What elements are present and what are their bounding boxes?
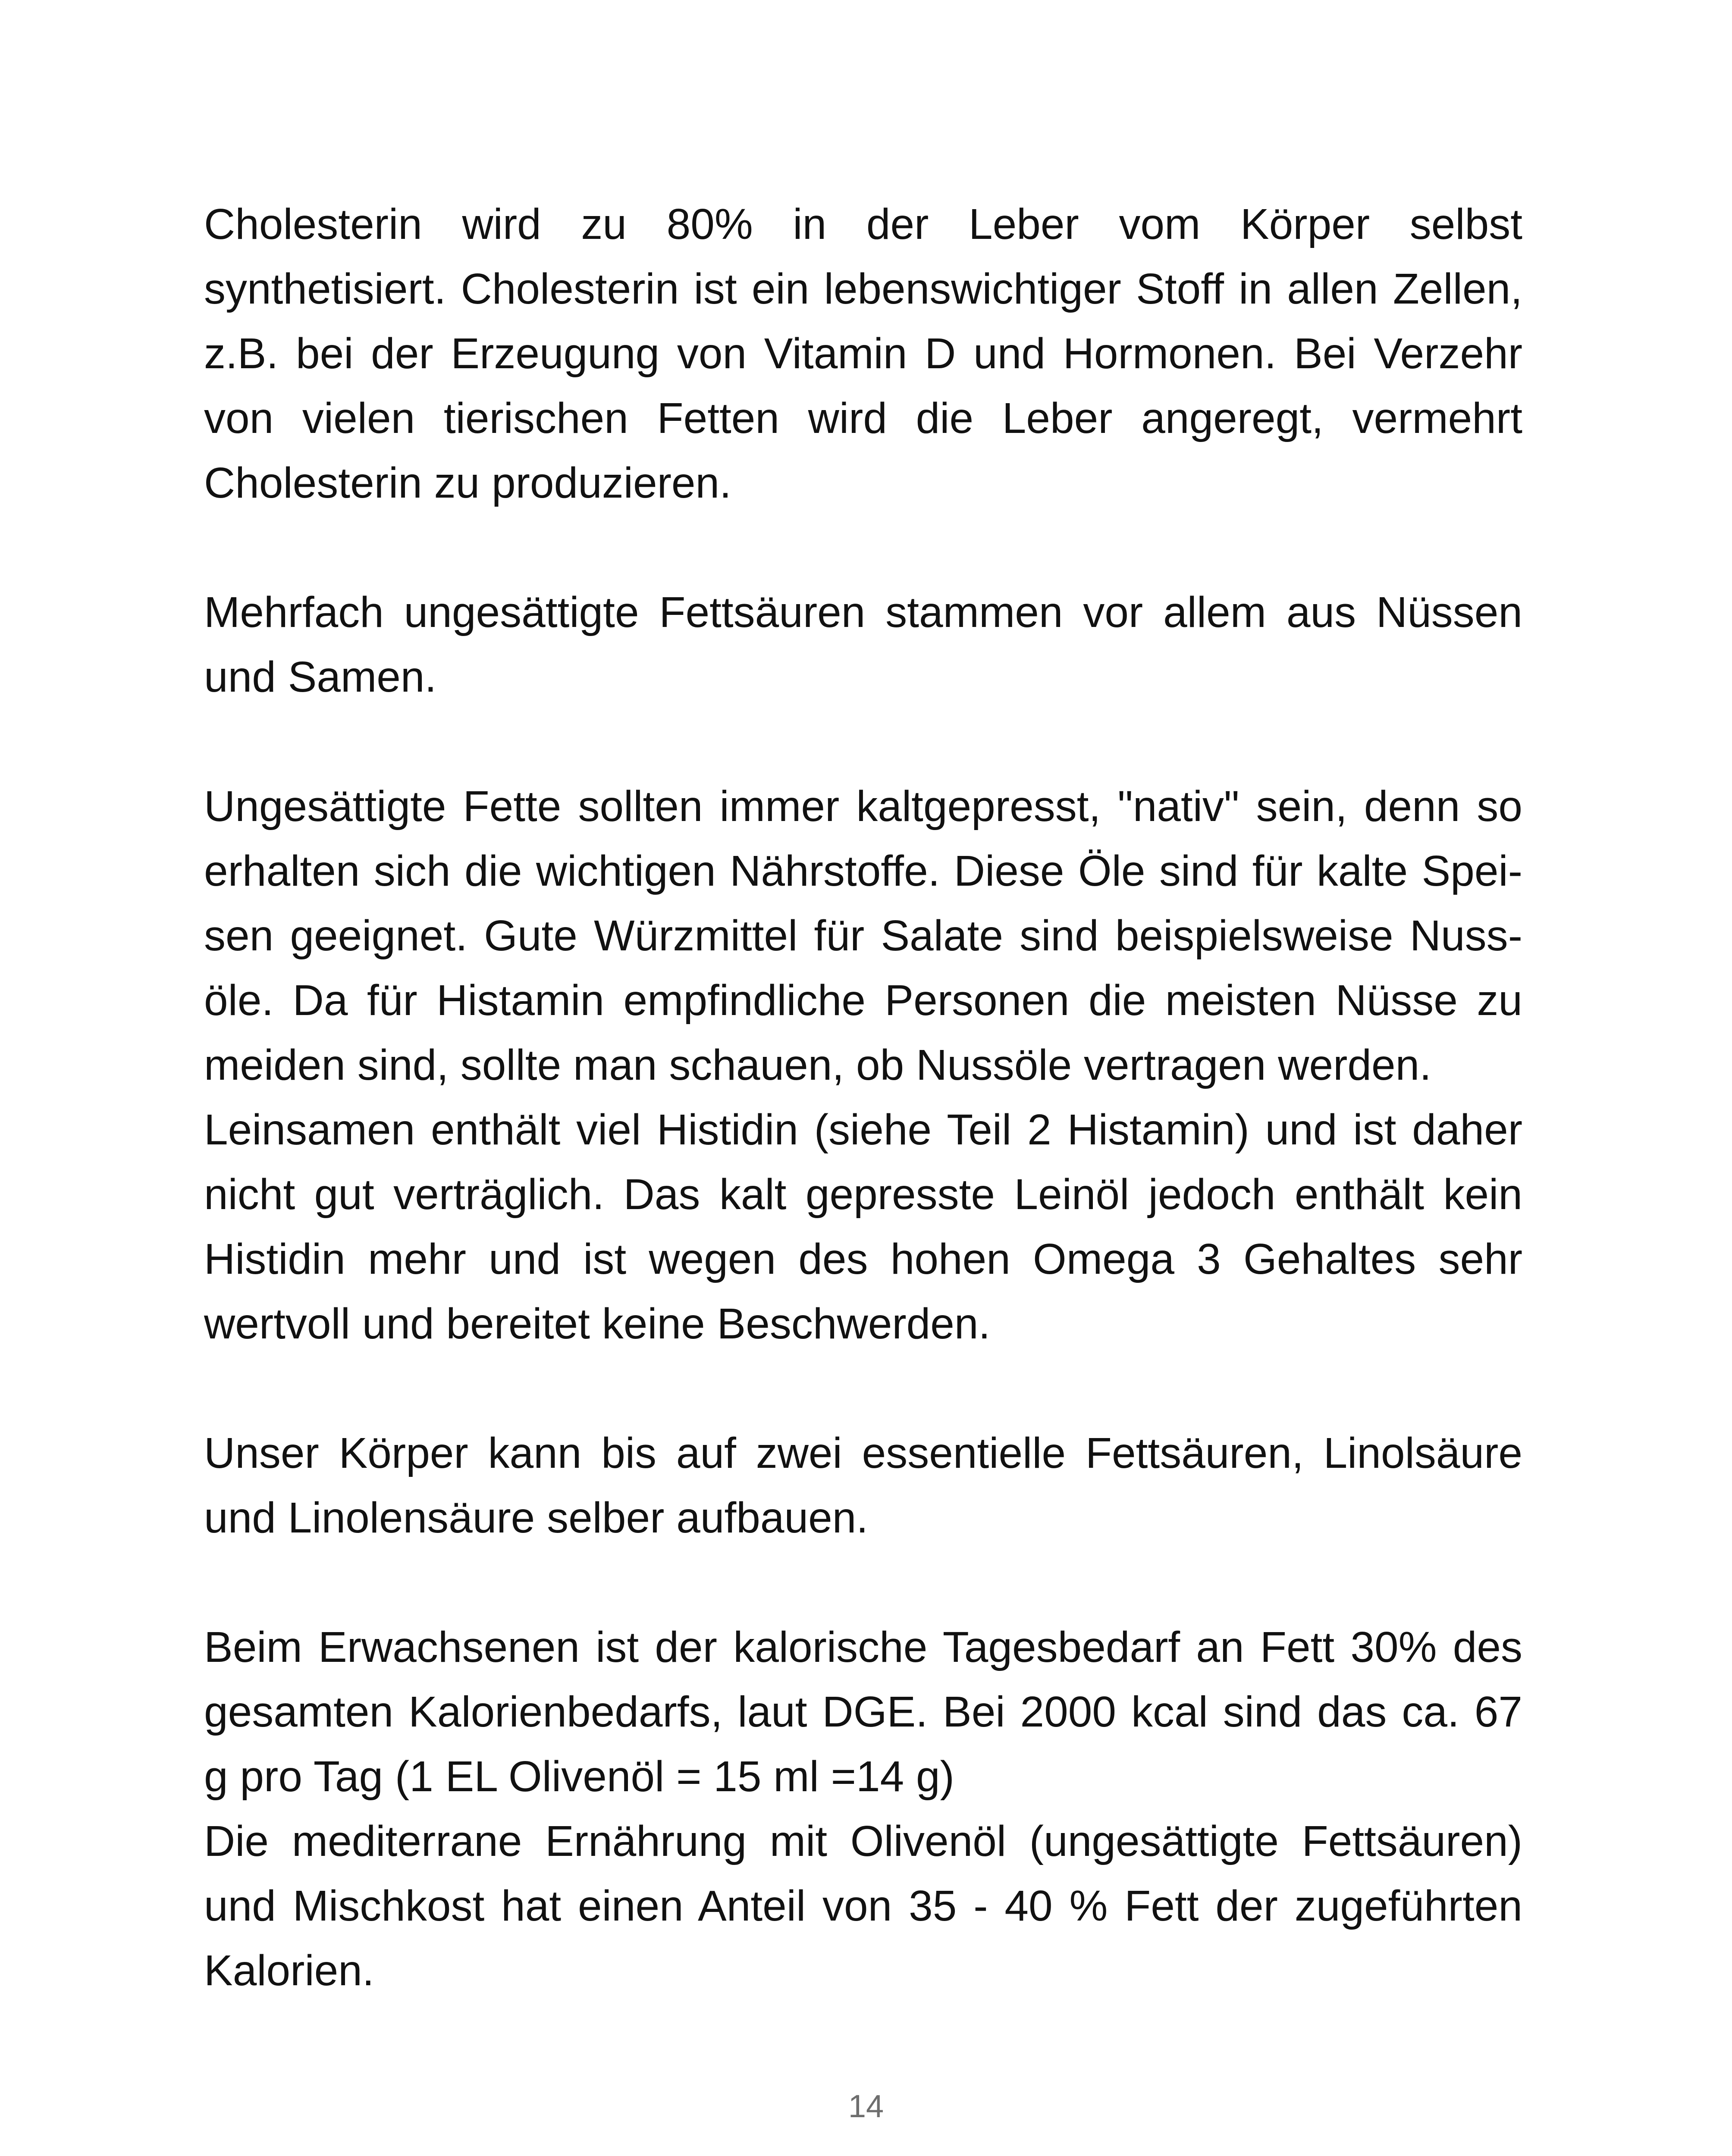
paragraph-ungesaettigte-fette: Ungesättigte Fette sollten immer kaltgepresst, "nativ" sein, denn so erhalten sich die wichtigen Nährstoffe. Diese Öle sind für kalte Speisen geeignet. Gute Würzmittel für Salate sind beispielsweise Nussöle. Da für Histamin empfindliche Personen die meisten Nüsse zu meiden sind, sollte man schauen, ob Nussöle vertragen werden. [204, 782, 1522, 1089]
paragraph-cholesterin: Cholesterin wird zu 80% in der Leber vom Körper selbst synthetisiert. Cholesterin ist ein lebenswichtiger Stoff in allen Zellen, z.B. bei der Erzeugung von Vitamin D und Hormonen. Bei Verzehr von vielen tierischen Fetten wird die Leber angeregt, vermehrt Cholesterin zu produzieren. [204, 200, 1522, 507]
page-number: 14 [848, 2088, 884, 2124]
paragraph-tagesbedarf: Beim Erwachsenen ist der kalorische Tagesbedarf an Fett 30% des gesamten Kalorienbedarfs, laut DGE. Bei 2000 kcal sind das ca. 67 g pro Tag (1 EL Olivenöl = 15 ml =14 g) [204, 1623, 1522, 1801]
page-body [204, 192, 1522, 2003]
paragraph-leinsamen: Leinsamen enthält viel Histidin (siehe Teil 2 Histamin) und ist daher nicht gut verträglich. Das kalt gepresste Leinöl jedoch enthält kein Histidin mehr und ist wegen des hohen Omega 3 Gehaltes sehr wertvoll und bereitet keine Beschwerden. [204, 1106, 1522, 1348]
paragraph-essentielle-fettsaeuren: Unser Körper kann bis auf zwei essentielle Fettsäuren, Linolsäure und Linolensäure selber aufbauen. [204, 1429, 1522, 1542]
paragraph-mehrfach-ungesaettigte: Mehrfach ungesättigte Fettsäuren stammen vor allem aus Nüssen und Samen. [204, 588, 1522, 701]
paragraph-mediterrane-ernaehrung: Die mediterrane Ernährung mit Olivenöl (ungesättigte Fettsäuren) und Mischkost hat einen Anteil von 35 - 40 % Fett der zugeführten Kalorien. [204, 1817, 1522, 1995]
